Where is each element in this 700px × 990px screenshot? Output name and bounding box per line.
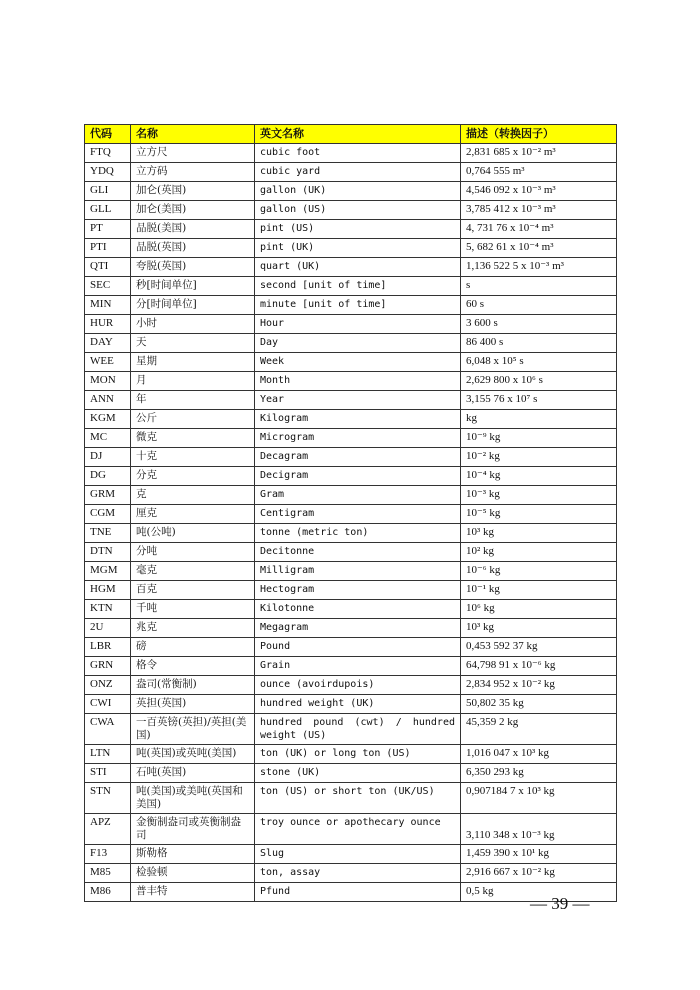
cell-code: WEE	[85, 353, 131, 372]
cell-code: GLL	[85, 201, 131, 220]
cell-english-name: second [unit of time]	[255, 277, 461, 296]
table-row	[85, 334, 617, 353]
cell-english-name: pint (US)	[255, 220, 461, 239]
cell-description: 1,459 390 x 10¹ kg	[461, 845, 617, 864]
cell-description: 10⁻¹ kg	[461, 581, 617, 600]
cell-english-name: Year	[255, 391, 461, 410]
cell-name: 星期	[131, 353, 255, 372]
cell-english-name: Slug	[255, 845, 461, 864]
cell-english-name: Pound	[255, 638, 461, 657]
table-row	[85, 239, 617, 258]
cell-english-name: Pfund	[255, 883, 461, 902]
cell-code: KTN	[85, 600, 131, 619]
table-row	[85, 182, 617, 201]
cell-description: 50,802 35 kg	[461, 695, 617, 714]
cell-description: 10⁻⁹ kg	[461, 429, 617, 448]
cell-english-name: hundred pound (cwt) / hundred weight (US)	[255, 714, 461, 745]
cell-name: 吨(英国)或英吨(美国)	[131, 745, 255, 764]
table-row	[85, 486, 617, 505]
cell-name: 英担(英国)	[131, 695, 255, 714]
cell-name: 吨(公吨)	[131, 524, 255, 543]
header-name: 名称	[131, 125, 255, 144]
cell-name: 千吨	[131, 600, 255, 619]
cell-name: 微克	[131, 429, 255, 448]
cell-name: 普丰特	[131, 883, 255, 902]
cell-code: DJ	[85, 448, 131, 467]
cell-english-name: Megagram	[255, 619, 461, 638]
table-row	[85, 220, 617, 239]
cell-description: 4, 731 76 x 10⁻⁴ m³	[461, 220, 617, 239]
cell-name: 秒[时间单位]	[131, 277, 255, 296]
table-row	[85, 429, 617, 448]
cell-code: CGM	[85, 505, 131, 524]
cell-description: 2,629 800 x 10⁶ s	[461, 372, 617, 391]
cell-description: 1,016 047 x 10³ kg	[461, 745, 617, 764]
cell-english-name: Decitonne	[255, 543, 461, 562]
cell-name: 兆克	[131, 619, 255, 638]
cell-code: SEC	[85, 277, 131, 296]
cell-code: F13	[85, 845, 131, 864]
table-row	[85, 864, 617, 883]
cell-name: 分[时间单位]	[131, 296, 255, 315]
cell-code: GRN	[85, 657, 131, 676]
cell-name: 公斤	[131, 410, 255, 429]
cell-description: 1,136 522 5 x 10⁻³ m³	[461, 258, 617, 277]
cell-name: 年	[131, 391, 255, 410]
table-row	[85, 714, 617, 745]
cell-code: ANN	[85, 391, 131, 410]
cell-description: 60 s	[461, 296, 617, 315]
cell-description: 86 400 s	[461, 334, 617, 353]
cell-code: GRM	[85, 486, 131, 505]
cell-description: 10⁻⁶ kg	[461, 562, 617, 581]
table-body	[85, 144, 617, 902]
cell-code: M86	[85, 883, 131, 902]
table-row	[85, 845, 617, 864]
cell-name: 百克	[131, 581, 255, 600]
cell-description: 10⁻⁵ kg	[461, 505, 617, 524]
cell-description: 5, 682 61 x 10⁻⁴ m³	[461, 239, 617, 258]
table-row	[85, 201, 617, 220]
table-row	[85, 144, 617, 163]
cell-description: 3,785 412 x 10⁻³ m³	[461, 201, 617, 220]
table-row	[85, 695, 617, 714]
table-row	[85, 783, 617, 814]
table-row	[85, 638, 617, 657]
cell-description: kg	[461, 410, 617, 429]
table-row	[85, 353, 617, 372]
cell-name: 立方尺	[131, 144, 255, 163]
cell-description: 10³ kg	[461, 619, 617, 638]
cell-description: s	[461, 277, 617, 296]
cell-english-name: Month	[255, 372, 461, 391]
cell-name: 斯勒格	[131, 845, 255, 864]
cell-description: 2,916 667 x 10⁻² kg	[461, 864, 617, 883]
cell-english-name: Decigram	[255, 467, 461, 486]
header-english-name: 英文名称	[255, 125, 461, 144]
cell-code: STN	[85, 783, 131, 814]
cell-code: KGM	[85, 410, 131, 429]
cell-code: HUR	[85, 315, 131, 334]
cell-name: 石吨(英国)	[131, 764, 255, 783]
cell-code: GLI	[85, 182, 131, 201]
cell-code: YDQ	[85, 163, 131, 182]
table-header-row	[85, 125, 617, 144]
cell-code: ONZ	[85, 676, 131, 695]
page-number: — 39 —	[530, 894, 590, 913]
cell-name: 克	[131, 486, 255, 505]
table-row	[85, 745, 617, 764]
cell-name: 毫克	[131, 562, 255, 581]
cell-code: 2U	[85, 619, 131, 638]
cell-code: M85	[85, 864, 131, 883]
unit-code-table	[84, 124, 617, 902]
cell-english-name: stone (UK)	[255, 764, 461, 783]
cell-description: 10⁻² kg	[461, 448, 617, 467]
table-row	[85, 467, 617, 486]
table-row	[85, 657, 617, 676]
cell-description: 64,798 91 x 10⁻⁶ kg	[461, 657, 617, 676]
cell-code: APZ	[85, 814, 131, 845]
cell-english-name: pint (UK)	[255, 239, 461, 258]
table-row	[85, 562, 617, 581]
cell-name: 天	[131, 334, 255, 353]
cell-name: 加仑(美国)	[131, 201, 255, 220]
cell-english-name: troy ounce or apothecary ounce	[255, 814, 461, 845]
table-row	[85, 296, 617, 315]
cell-english-name: Hectogram	[255, 581, 461, 600]
cell-code: PTI	[85, 239, 131, 258]
cell-description: 2,831 685 x 10⁻² m³	[461, 144, 617, 163]
cell-code: DTN	[85, 543, 131, 562]
cell-code: PT	[85, 220, 131, 239]
cell-english-name: Kilogram	[255, 410, 461, 429]
cell-code: MC	[85, 429, 131, 448]
cell-name: 夸脱(英国)	[131, 258, 255, 277]
table-row	[85, 391, 617, 410]
cell-code: CWA	[85, 714, 131, 745]
cell-name: 月	[131, 372, 255, 391]
table-row	[85, 814, 617, 845]
cell-english-name: ton, assay	[255, 864, 461, 883]
cell-english-name: Gram	[255, 486, 461, 505]
cell-english-name: Grain	[255, 657, 461, 676]
table-row	[85, 619, 617, 638]
unit-code-table-container	[84, 124, 616, 902]
cell-name: 盎司(常衡制)	[131, 676, 255, 695]
cell-code: MIN	[85, 296, 131, 315]
cell-code: DAY	[85, 334, 131, 353]
cell-name: 检验顿	[131, 864, 255, 883]
table-row	[85, 764, 617, 783]
cell-description: 2,834 952 x 10⁻² kg	[461, 676, 617, 695]
table-row	[85, 372, 617, 391]
table-row	[85, 277, 617, 296]
cell-description: 0,764 555 m³	[461, 163, 617, 182]
cell-description: 4,546 092 x 10⁻³ m³	[461, 182, 617, 201]
cell-english-name: cubic yard	[255, 163, 461, 182]
cell-name: 金衡制盎司或英衡制盎司	[131, 814, 255, 845]
cell-code: DG	[85, 467, 131, 486]
cell-name: 立方码	[131, 163, 255, 182]
cell-english-name: Kilotonne	[255, 600, 461, 619]
cell-english-name: Microgram	[255, 429, 461, 448]
cell-english-name: Centigram	[255, 505, 461, 524]
cell-name: 吨(美国)或美吨(英国和美国)	[131, 783, 255, 814]
cell-code: FTQ	[85, 144, 131, 163]
cell-description: 6,350 293 kg	[461, 764, 617, 783]
cell-description: 10² kg	[461, 543, 617, 562]
cell-description: 45,359 2 kg	[461, 714, 617, 745]
cell-description: 10⁻⁴ kg	[461, 467, 617, 486]
header-description: 描述（转换因子）	[461, 125, 617, 144]
table-row	[85, 543, 617, 562]
cell-english-name: gallon (US)	[255, 201, 461, 220]
cell-code: CWI	[85, 695, 131, 714]
cell-english-name: Hour	[255, 315, 461, 334]
header-code: 代码	[85, 125, 131, 144]
table-row	[85, 581, 617, 600]
cell-english-name: minute [unit of time]	[255, 296, 461, 315]
cell-description: 3,155 76 x 10⁷ s	[461, 391, 617, 410]
table-row	[85, 524, 617, 543]
cell-english-name: quart (UK)	[255, 258, 461, 277]
table-row	[85, 505, 617, 524]
table-row	[85, 163, 617, 182]
cell-english-name: ton (US) or short ton (UK/US)	[255, 783, 461, 814]
table-row	[85, 410, 617, 429]
cell-english-name: Week	[255, 353, 461, 372]
cell-name: 小时	[131, 315, 255, 334]
cell-english-name: gallon (UK)	[255, 182, 461, 201]
cell-code: MON	[85, 372, 131, 391]
cell-english-name: tonne (metric ton)	[255, 524, 461, 543]
cell-description: 3 600 s	[461, 315, 617, 334]
cell-code: HGM	[85, 581, 131, 600]
cell-english-name: Day	[255, 334, 461, 353]
table-row	[85, 315, 617, 334]
cell-english-name: ton (UK) or long ton (US)	[255, 745, 461, 764]
cell-description: 0,907184 7 x 10³ kg	[461, 783, 617, 814]
cell-description: 10³ kg	[461, 524, 617, 543]
cell-code: LBR	[85, 638, 131, 657]
cell-name: 厘克	[131, 505, 255, 524]
cell-description: 0,5 kg	[461, 883, 617, 902]
table-row	[85, 258, 617, 277]
cell-english-name: Milligram	[255, 562, 461, 581]
cell-name: 分克	[131, 467, 255, 486]
table-row	[85, 676, 617, 695]
table-row	[85, 600, 617, 619]
cell-name: 一百英镑(英担)/英担(美国)	[131, 714, 255, 745]
cell-english-name: Decagram	[255, 448, 461, 467]
cell-description: 3,110 348 x 10⁻³ kg	[461, 814, 617, 845]
cell-name: 分吨	[131, 543, 255, 562]
cell-name: 品脱(美国)	[131, 220, 255, 239]
cell-code: TNE	[85, 524, 131, 543]
cell-description: 10⁶ kg	[461, 600, 617, 619]
cell-description: 10⁻³ kg	[461, 486, 617, 505]
cell-name: 加仑(英国)	[131, 182, 255, 201]
cell-code: LTN	[85, 745, 131, 764]
cell-description: 6,048 x 10⁵ s	[461, 353, 617, 372]
cell-code: QTI	[85, 258, 131, 277]
cell-english-name: ounce (avoirdupois)	[255, 676, 461, 695]
cell-code: STI	[85, 764, 131, 783]
cell-name: 格令	[131, 657, 255, 676]
cell-description: 0,453 592 37 kg	[461, 638, 617, 657]
cell-code: MGM	[85, 562, 131, 581]
cell-english-name: cubic foot	[255, 144, 461, 163]
cell-name: 十克	[131, 448, 255, 467]
cell-english-name: hundred weight (UK)	[255, 695, 461, 714]
table-row	[85, 448, 617, 467]
cell-name: 品脱(英国)	[131, 239, 255, 258]
cell-name: 磅	[131, 638, 255, 657]
